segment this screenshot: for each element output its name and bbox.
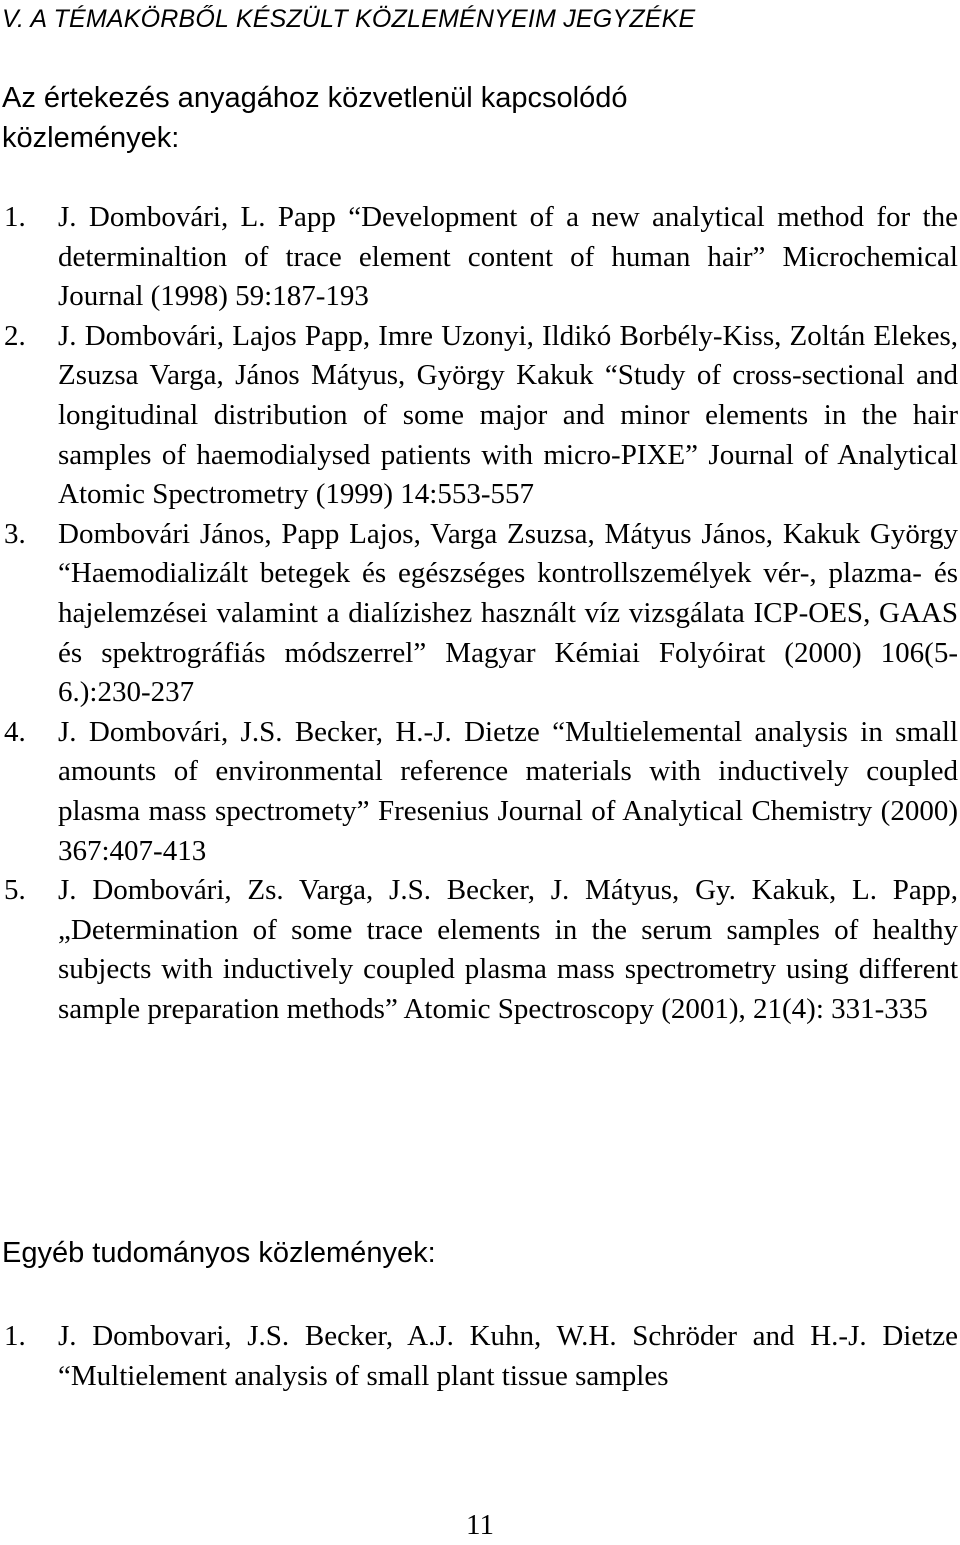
- publication-item: [0, 1317, 958, 1396]
- publication-citation: J. Dombovari, J.S. Becker, A.J. Kuhn, W.H. Schröder and H.-J. Dietze “Multielement analysis of small plant tissue samples: [58, 1320, 958, 1392]
- publication-item: [0, 515, 958, 713]
- publication-number: 1.: [4, 201, 26, 233]
- section-title-related-publications: Az értekezés anyagához közvetlenül kapcsolódó közlemények:: [2, 82, 628, 154]
- publication-item: [0, 871, 958, 1029]
- chapter-heading: V. A TÉMAKÖRBŐL KÉSZÜLT KÖZLEMÉNYEIM JEGYZÉKE: [2, 5, 696, 33]
- publication-item: [0, 713, 958, 871]
- related-publications-list: [0, 198, 958, 1029]
- publication-number: 5.: [4, 874, 26, 907]
- publication-number: 4.: [4, 715, 26, 748]
- other-publications-list: [0, 1317, 958, 1396]
- publication-citation: J. Dombovári, Lajos Papp, Imre Uzonyi, Ildikó Borbély-Kiss, Zoltán Elekes, Zsuzsa Varga, János Mátyus, György Kakuk “Study of cross-sectional and longitudinal distribution of some major and minor elements in the hair samples of haemodialysed patients with micro-PIXE” Journal of Analytical Atomic Spectrometry (1999) 14:553-557: [58, 319, 958, 511]
- publication-citation: Dombovári János, Papp Lajos, Varga Zsuzsa, Mátyus János, Kakuk György “Haemodializált betegek és egészséges kontrollszemélyek vér-, plazma- és hajelemzései valamint a dialízishez használt víz vizsgálata ICP-OES, GAAS és spektrográfiás módszerrel” Magyar Kémiai Folyóirat (2000) 106(5-6.):230-237: [58, 517, 958, 709]
- publication-number: 1.: [4, 1320, 26, 1352]
- publication-number: 2.: [4, 319, 26, 352]
- publication-citation: J. Dombovári, L. Papp “Development of a new analytical method for the determinaltion of trace element content of human hair” Microchemical Journal (1998) 59:187-193: [58, 201, 958, 313]
- publication-citation: J. Dombovári, J.S. Becker, H.-J. Dietze “Multielemental analysis in small amounts of environmental reference materials with inductively coupled plasma mass spectromety” Fresenius Journal of Analytical Chemistry (2000) 367:407-413: [58, 715, 958, 867]
- publication-citation: J. Dombovári, Zs. Varga, J.S. Becker, J. Mátyus, Gy. Kakuk, L. Papp, „Determination of some trace elements in the serum samples of healthy subjects with inductively coupled plasma mass spectrometry using different sample preparation methods” Atomic Spectroscopy (2001), 21(4): 331-335: [58, 874, 958, 1025]
- section-title-other-publications: Egyéb tudományos közlemények:: [2, 1237, 436, 1269]
- publication-item: [0, 317, 958, 515]
- publication-item: [0, 198, 958, 317]
- page-number: 11: [466, 1509, 494, 1541]
- publication-number: 3.: [4, 517, 26, 550]
